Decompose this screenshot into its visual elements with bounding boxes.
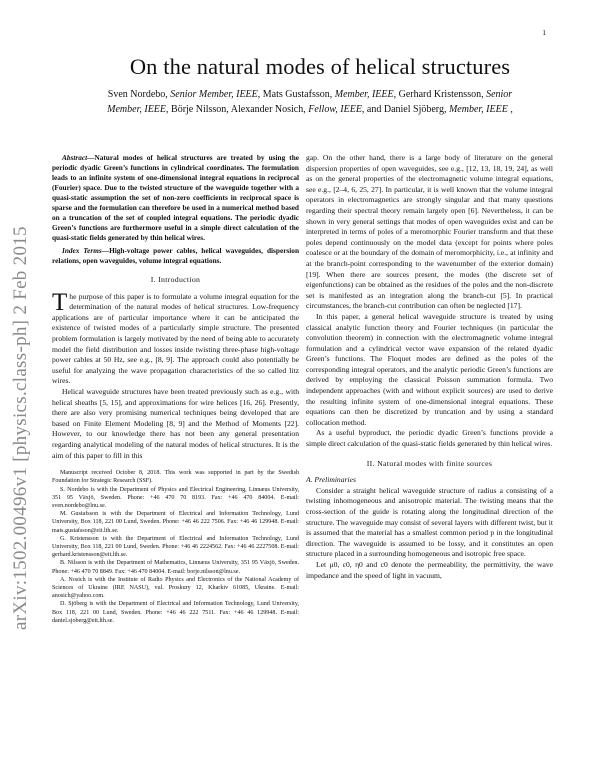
intro-paragraph-2: Helical waveguide structures have been treated previously such as e.g., with helical sheaths [5, 15], and approximations for wire helices [16, 26]. Presently, there are also very promising numerical techniques being developed that are based on Finite Element Modeling [8, 9] and the Method of Moments [22]. However, to our knowledge there has not been any general presentation regarding analytical modeling of the natural modes of helical structures. It is the aim of this paper to fill in this: [52, 386, 299, 460]
author-text: , Gerhard Kristensson,: [393, 89, 487, 100]
body-paragraph: gap. On the other hand, there is a large body of literature on the general dispersion properties of open waveguides, see e.g., [12, 13, 18, 19, 24], as well as on the general properties of the electromagnetic volume integral equations, see e.g., [2–4, 6, 25, 27]. In particular, it is well known that the volume integral operators in electromagnetics are strongly singular and that many questions regarding their spectral theory remain largely open [6]. Nevertheless, it can be shown in very general settings that modes of open waveguides exist and can be interpreted in terms of poles of a meromorphic Fourier transform and that these poles depend continuously on the model data (except for points where poles coalesce or at the boundary of the domain of meromorphicity, i.e., at infinity and at the branch-point corresponding to the wavenumber of the exterior domain) [19]. When there are sources present, the modes (the discrete set of eigenfunctions) can be obtained as the residues of the poles and the non-discrete set is manifested as an integration along the branch-cut [5]. In practical circumstances, the branch-cut contribution can often be neglected [17].: [306, 153, 553, 311]
footnotes: [52, 469, 299, 625]
author-affil: Senior Member, IEEE: [170, 89, 258, 100]
arxiv-identifier: arXiv:1502.00496v1 [physics.class-ph] 2 Feb 2015: [10, 226, 31, 630]
abstract-label: Abstract: [62, 153, 88, 162]
section-heading-introduction: I. Introduction: [150, 275, 201, 284]
intro-paragraph: [52, 288, 299, 387]
author-text: ,: [507, 104, 513, 115]
abstract: [52, 153, 299, 243]
left-column: [52, 153, 299, 625]
intro-paragraph-text: he purpose of this paper is to formulate a volume integral equation for the determination of the natural modes of helical structures. Low-frequency applications are of particular importance where it can be anticipated the existence of twisted modes of a particularly simple structure. The presented problem formulation is largely motivated by the need of being able to accurately model the field distribution and losses inside twisting three-phase high-voltage power cables at 50 Hz, see e.g., [8, 9]. The approach could also potentially be useful for analyzing the wave propagation characteristics of the so called litz wires.: [52, 291, 299, 386]
right-column: [306, 153, 553, 581]
page-number: 1: [542, 28, 546, 37]
footnote: D. Sjöberg is with the Department of Electrical and Information Technology, Lund University, Box 118, 221 00 Lund, Sweden. Phone: +46 46 222 7511. Fax: +46 46 129948. E-mail: daniel.sjoberg@eit.lth.se.: [52, 601, 299, 624]
author-list: [80, 87, 540, 117]
author-text: Sven Nordebo,: [107, 89, 171, 100]
author-affil: Fellow, IEEE: [308, 104, 362, 115]
index-terms: [52, 246, 299, 266]
footnote: G. Kristensson is with the Department of Electrical and Information Technology, Lund University, Box 118, 221 00 Lund, Sweden. Phone: +46 46 2224562. Fax: +46 46 2227508. E-mail: gerhard.kristensson@eit.lth.se.: [52, 535, 299, 559]
abstract-text: —Natural modes of helical structures are treated by using the periodic dyadic Green’s functions in cylindrical coordinates. The formulation leads to an infinite system of one-dimensional integral equations in reciprocal (Fourier) space. Due to the twisted structure of the waveguide together with a quasi-static assumption the set of non-zero coefficients in reciprocal space is sparse and the formulation can therefore be used in a numerical method based on a truncation of the set of coupled integral equations. The periodic dyadic Green’s functions are furthermore useful in a simple direct calculation of the quasi-static fields generated by thin helical wires.: [52, 153, 299, 242]
paper-title: On the natural modes of helical structures: [129, 54, 511, 79]
footnote: M. Gustafsson is with the Department of Electrical and Information Technology, Lund University, Box 118, 221 00 Lund, Sweden. Phone: +46 46 222 7506. Fax: +46 46 129948. E-mail: mats.gustafsson@eit.lth.se.: [52, 511, 299, 534]
body-paragraph: Consider a straight helical waveguide structure of radius a consisting of a twisting inhomogeneous and anisotropic material. The twisting means that the cross-section of the guide is rotating along the longitudinal direction of the structure. The waveguide may consist of several layers with different twist, but it is assumed that the material has a smallest common period p in the longitudinal direction. The waveguide is assumed to be lossy, and it constitutes an open structure placed in a surrounding homogeneous and isotropic free space.: [306, 485, 553, 559]
drop-cap: T: [52, 288, 68, 316]
author-text: , Börje Nilsson, Alexander Nosich,: [166, 104, 309, 115]
index-terms-label: Index Terms: [62, 246, 102, 255]
footnote: A. Nosich is with the Institute of Radio Physics and Electronics of the National Academy of Sciences of Ukraine (IRE NASU), vul. Proskury 12, Kharkiv 61085, Ukraine. E-mail: anosich@yahoo.com.: [52, 576, 299, 600]
section-heading-natural-modes: II. Natural modes with finite sources: [366, 458, 493, 468]
footnote: S. Nordebo is with the Department of Physics and Electrical Engineering, Linnæus University, 351 95 Växjö, Sweden. Phone: +46 470 70 8193. Fax: +46 470 84004. E-mail: sven.nordebo@lnu.se.: [52, 486, 299, 509]
arxiv-sidebar: [10, 160, 42, 630]
author-affil: Member, IEEE: [107, 104, 167, 115]
body-paragraph: In this paper, a general helical waveguide structure is treated by using classical analytic function theory and Fourier techniques (in particular the convolution theorem) in connection with the electromagnetic volume integral formulation and a cylindrical vector wave expansion of the related dyadic Green’s functions. The Floquet modes are defined as the poles of the corresponding integral operators, and the analytic periodic Green’s functions are derived by employing the classical Poisson summation formula. Two independent approaches (with and without explicit sources) are used to derive the resulting infinite system of one-dimensional integral equations. These equations can then be discretized by truncation and by using a standard collocation method.: [306, 311, 553, 427]
author-affil: Senior: [486, 89, 513, 100]
index-terms-text: —High-voltage power cables, helical waveguides, dispersion relations, open waveguides, volume integral equations.: [52, 246, 300, 265]
author-affil: Member, IEEE: [448, 104, 508, 115]
body-paragraph: Let μ0, ε0, η0 and c0 denote the permeability, the permittivity, the wave impedance and the speed of light in vacuum,: [306, 559, 553, 580]
footnote: Manuscript received October 8, 2018. This work was supported in part by the Swedish Foundation for Strategic Research (SSF).: [52, 470, 299, 485]
body-paragraph: As a useful byproduct, the periodic dyadic Green’s functions provide a simple direct calculation of the quasi-static fields generated by thin helical wires.: [306, 428, 553, 449]
author-text: , Mats Gustafsson,: [257, 89, 335, 100]
author-text: , and Daniel Sjöberg,: [361, 104, 449, 115]
footnote: B. Nilsson is with the Department of Mathematics, Linnæus University, 351 95 Växjö, Sweden. Phone: +46 470 70 8849. Fax: +46 470 84004. E-mail: borje.nilsson@lnu.se.: [52, 560, 299, 575]
subsection-heading: A. Preliminaries: [306, 475, 356, 485]
author-affil: Member, IEEE: [334, 89, 394, 100]
